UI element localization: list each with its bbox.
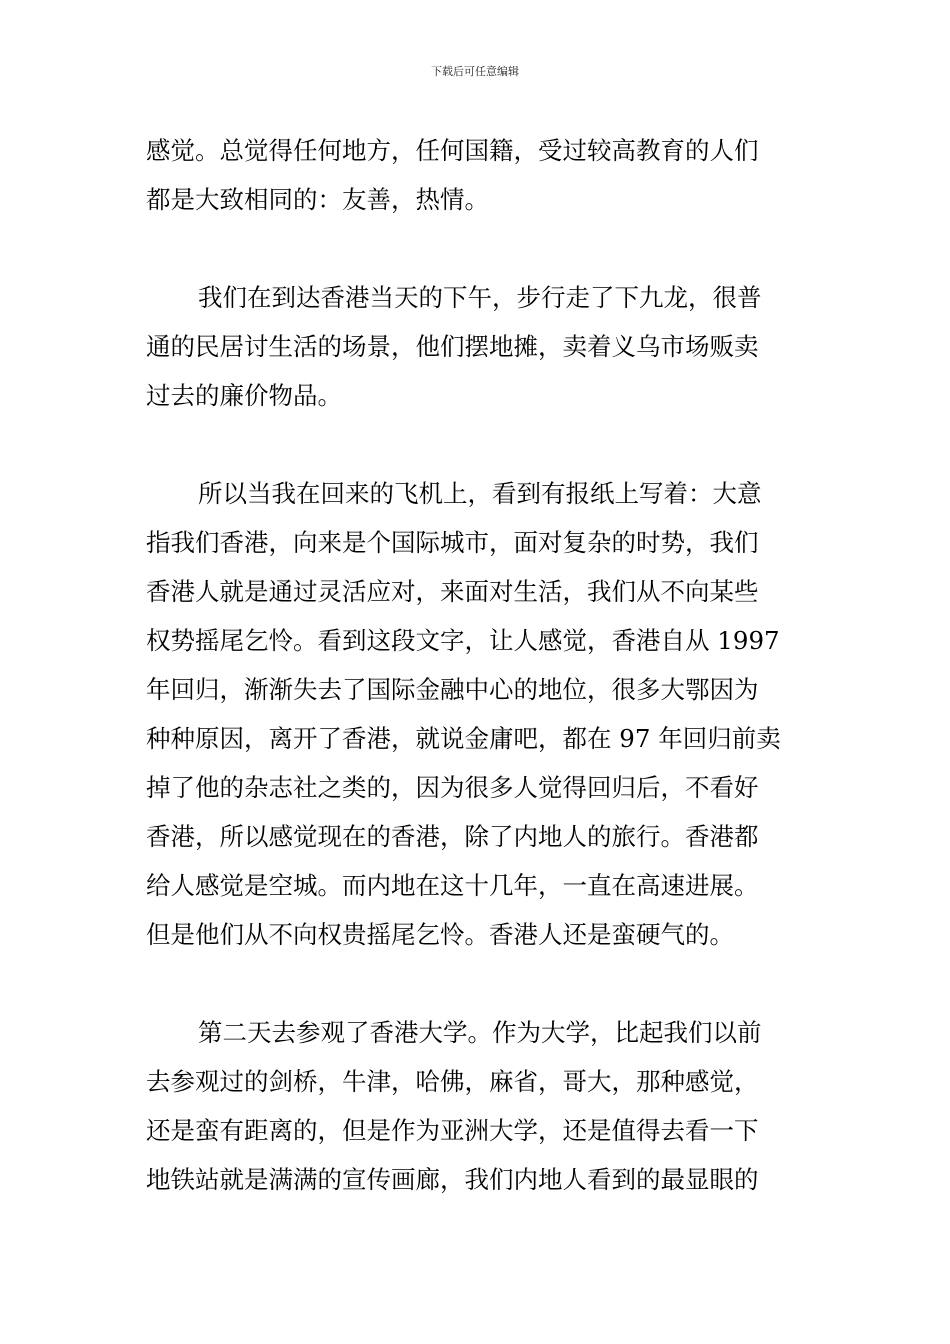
paragraph — [146, 273, 810, 420]
text-line: 地铁站就是满满的宣传画廊，我们内地人看到的最显眼的 — [146, 1165, 759, 1194]
document-body — [146, 126, 810, 1253]
text-line: 年回归，渐渐失去了国际金融中心的地位，很多大鄂因为 — [146, 675, 759, 704]
text-line: 指我们香港，向来是个国际城市，面对复杂的时势，我们 — [146, 528, 759, 557]
text-line: 掉了他的杂志社之类的，因为很多人觉得回归后，不看好 — [146, 773, 759, 802]
text-line: 权势摇尾乞怜。看到这段文字，让人感觉，香港自从 1997 — [146, 626, 780, 655]
text-line: 给人感觉是空城。而内地在这十几年，一直在高速进展。 — [146, 871, 759, 900]
text-line: 还是蛮有距离的，但是作为亚洲大学，还是值得去看一下 — [146, 1116, 759, 1145]
text-line: 通的民居讨生活的场景，他们摆地摊，卖着义乌市场贩卖 — [146, 332, 759, 361]
text-line: 但是他们从不向权贵摇尾乞怜。香港人还是蛮硬气的。 — [146, 920, 734, 949]
paragraph — [146, 1008, 810, 1204]
text-line: 我们在到达香港当天的下午，步行走了下九龙，很普 — [198, 283, 762, 312]
text-line: 过去的廉价物品。 — [146, 381, 342, 410]
text-line: 香港人就是通过灵活应对，来面对生活，我们从不向某些 — [146, 577, 759, 606]
text-line: 第二天去参观了香港大学。作为大学，比起我们以前 — [198, 1018, 762, 1047]
text-line: 香港，所以感觉现在的香港，除了内地人的旅行。香港都 — [146, 822, 759, 851]
paragraph — [146, 126, 810, 224]
text-line: 种种原因，离开了香港，就说金庸吧，都在 97 年回归前卖 — [146, 724, 781, 753]
text-line: 都是大致相同的：友善，热情。 — [146, 185, 489, 214]
text-line: 所以当我在回来的飞机上，看到有报纸上写着：大意 — [198, 479, 762, 508]
text-line: 感觉。总觉得任何地方，任何国籍，受过较高教育的人们 — [146, 136, 759, 165]
text-line: 去参观过的剑桥，牛津，哈佛，麻省，哥大，那种感觉， — [146, 1067, 759, 1096]
page-header: 下载后可任意编辑 — [431, 65, 519, 78]
paragraph — [146, 469, 810, 959]
